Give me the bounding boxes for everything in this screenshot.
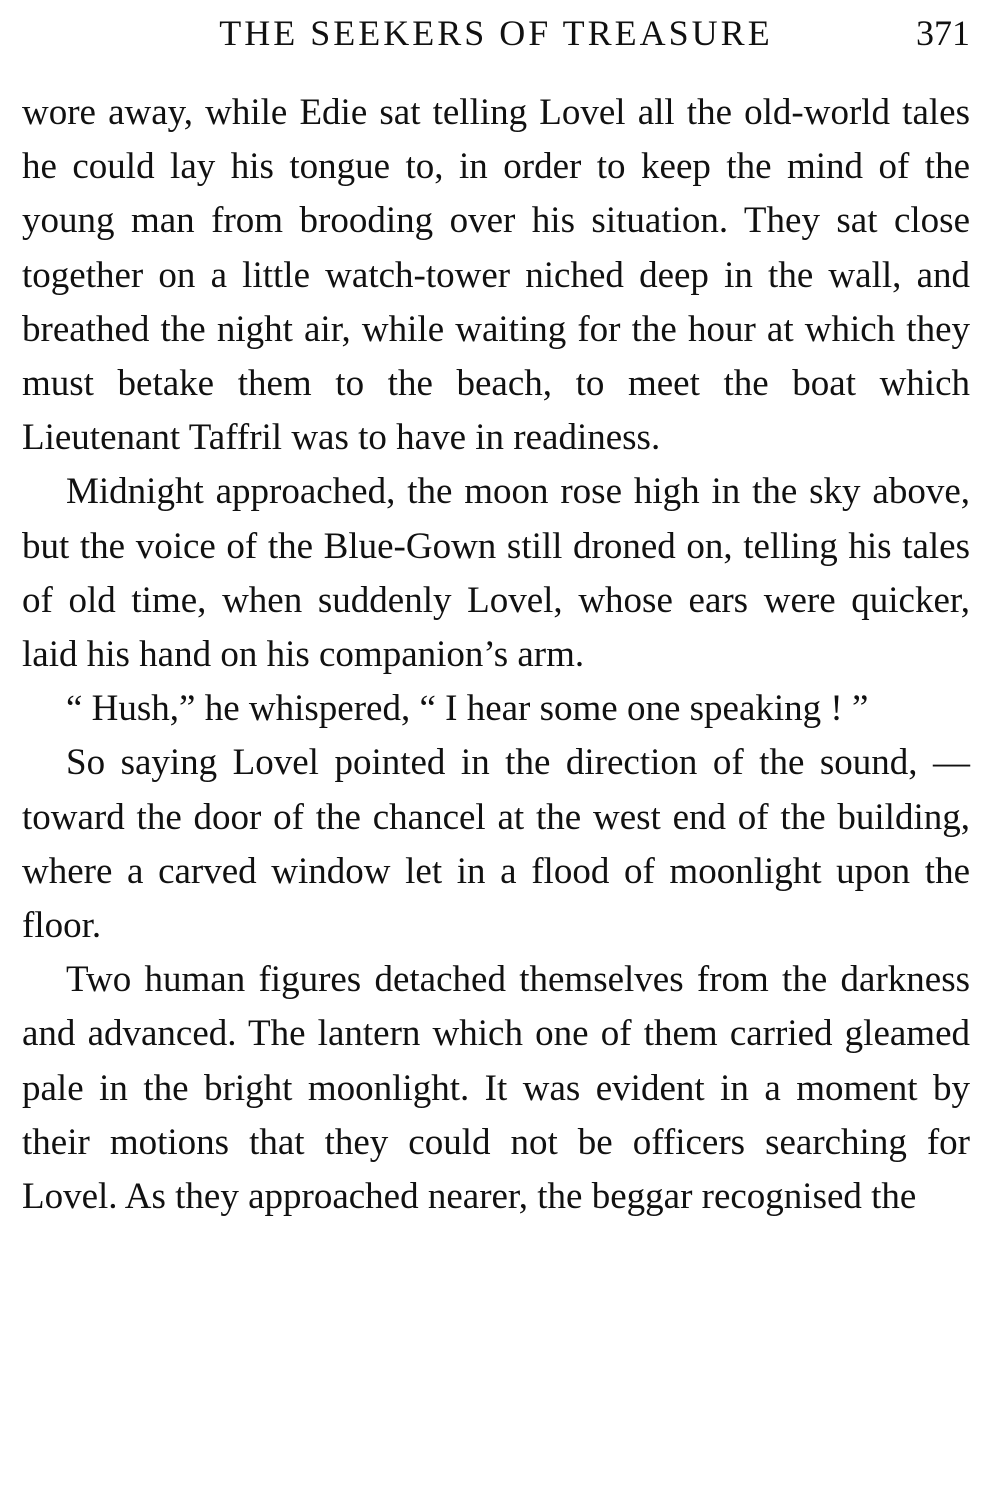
body-text — [22, 86, 970, 1224]
page-number: 371 — [916, 13, 970, 53]
paragraph-pointing: So saying Lovel pointed in the direction of the sound, — toward the door of the chancel at the west end of the building, where a carved window let in a flood of moonlight upon the floor. — [22, 742, 970, 947]
paragraph-two-figures: Two human figures detached themselves from the darkness and advanced. The lantern which one of them carried gleamed pale in the bright moonlight. It was evident in a moment by their motions that they could not be officers searching for Lovel. As they approached nearer, the beggar recognised the — [22, 959, 970, 1218]
running-head — [22, 10, 970, 56]
running-title: THE SEEKERS OF TREASURE — [219, 13, 773, 53]
paragraph-midnight: Midnight approached, the moon rose high in the sky above, but the voice of the Blue-Gown still droned on, telling his tales of old time, when suddenly Lovel, whose ears were quicker, laid his hand on his companion’s arm. — [22, 471, 970, 676]
paragraph-hush-dialogue: “ Hush,” he whispered, “ I hear some one speaking ! ” — [66, 688, 869, 730]
paragraph-continued: wore away, while Edie sat telling Lovel all the old-world tales he could lay his tongue to, in order to keep the mind of the young man from brooding over his situation. They sat close together on a little watch-tower niched deep in the wall, and breathed the night air, while waiting for the hour at which they must betake them to the beach, to meet the boat which Lieutenant Taffril was to have in readiness. — [22, 92, 970, 459]
